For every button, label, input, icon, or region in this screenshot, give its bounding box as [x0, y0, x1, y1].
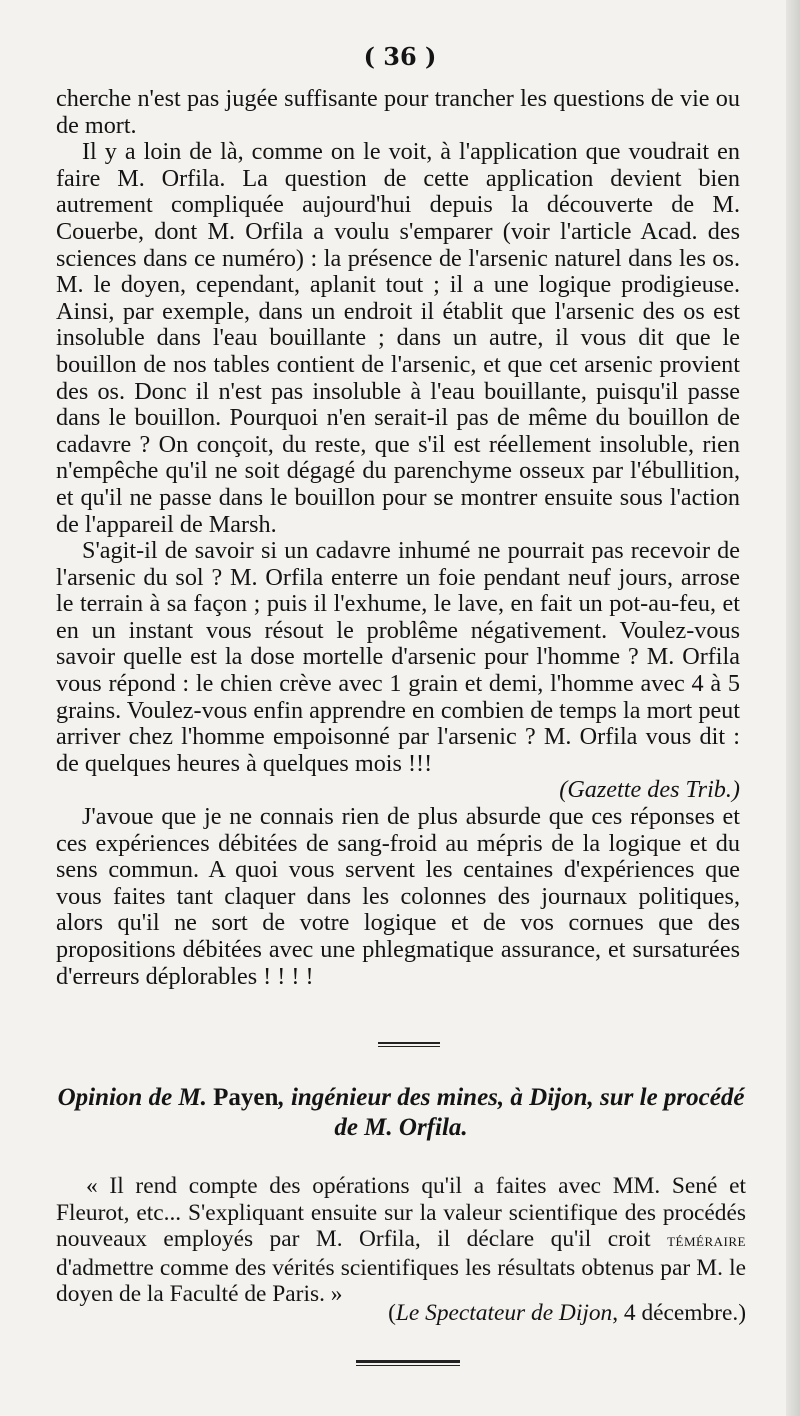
heading-part1: Opinion de M. — [57, 1084, 207, 1111]
quote-cite-title: Le Spectateur de Dijon — [395, 1300, 613, 1326]
page-edge-shadow — [786, 0, 800, 1416]
citation-gazette: (Gazette des Trib.) — [559, 776, 740, 804]
section-heading — [56, 1083, 746, 1143]
heading-part2: , ingénieur des mines, à Dijon, sur le procédé de M. Orfila. — [278, 1084, 745, 1141]
quote-block — [56, 1173, 746, 1308]
quote-emphasis: téméraire — [667, 1230, 746, 1251]
paragraph-orfila-application: Il y a loin de là, comme on le voit, à l'application que voudrait en faire M. Orfila. La question de cette application devient bien autrement compliquée aujourd'hui depuis la découverte de M. Couerbe, dont M. Orfila a voulu s'emparer (voir l'article Acad. des sciences dans ce numéro) : la présence de l'arsenic naturel dans les os. M. le doyen, cependant, aplanit tout ; il a une logique prodigieuse. Ainsi, par exemple, dans un endroit il établit que l'arsenic des os est insoluble dans l'eau bouillante ; dans un autre, il vous dit que le bouillon de nos tables contient de l'arsenic, et que cet arsenic provient des os. Donc il n'est pas insoluble à l'eau bouillante, puisqu'il passe dans le bouillon. Pourquoi n'en serait-il pas de même du bouillon de cadavre ? On conçoit, du reste, que s'il est réellement insoluble, rien n'empêche qu'il ne soit dégagé du parenchyme osseux par l'ébullition, et qu'il ne passe dans le bouillon pour se montrer ensuite sous l'action de l'appareil de Marsh. — [56, 138, 740, 538]
end-divider — [356, 1360, 460, 1366]
paragraph-cadavre-inhume: S'agit-il de savoir si un cadavre inhumé ne pourrait pas recevoir de l'arsenic du sol ? M. Orfila enterre un foie pendant neuf jours, arrose le terrain à sa façon ; puis il l'exhume, le lave, en fait un pot-au-feu, et en un instant vous résout le problême négativement. Voulez-vous savoir quelle est la dose mortelle d'arsenic pour l'homme ? M. Orfila vous répond : le chien crève avec 1 grain et demi, l'homme avec 4 à 5 grains. Voulez-vous enfin apprendre en combien de temps la mort peut arriver chez l'homme empoisonné par l'arsenic ? M. Orfila vous dit : de quelques heures à quelques mois !!! — [56, 537, 740, 777]
section-divider — [378, 1042, 440, 1047]
body-text — [56, 86, 740, 990]
quote-cite-open: ( — [388, 1300, 396, 1326]
paragraph-continuation: cherche n'est pas jugée suffisante pour trancher les questions de vie ou de mort. — [56, 85, 740, 139]
paragraph-avoue: J'avoue que je ne connais rien de plus absurde que ces réponses et ces expériences débitées de sang-froid au mépris de la logique et du sens commun. A quoi vous servent les centaines d'expériences que vous faites tant claquer dans les colonnes des journaux politiques, alors qu'il ne sort de votre logique et de vos cornues que des propositions débitées avec une phlegmatique assurance, et sursaturées d'erreurs déplorables ! ! ! ! — [56, 803, 740, 990]
quote-text-after: d'admettre comme des vérités scientifiques les résultats obtenus par M. le doyen de la Faculté de Paris. » — [56, 1254, 746, 1307]
quote-citation — [56, 1300, 746, 1327]
page-number: ( 36 ) — [363, 42, 437, 71]
quote-cite-rest: , 4 décembre.) — [612, 1300, 746, 1326]
quote-text-before: « Il rend compte des opérations qu'il a faites avec MM. Sené et Fleurot, etc... S'expliquant ensuite sur la valeur scientifique des procédés nouveaux employés par M. Orfila, il déclare qu'il croit — [56, 1173, 746, 1252]
quote-paragraph — [56, 1173, 746, 1308]
heading-name: Payen — [213, 1084, 279, 1111]
